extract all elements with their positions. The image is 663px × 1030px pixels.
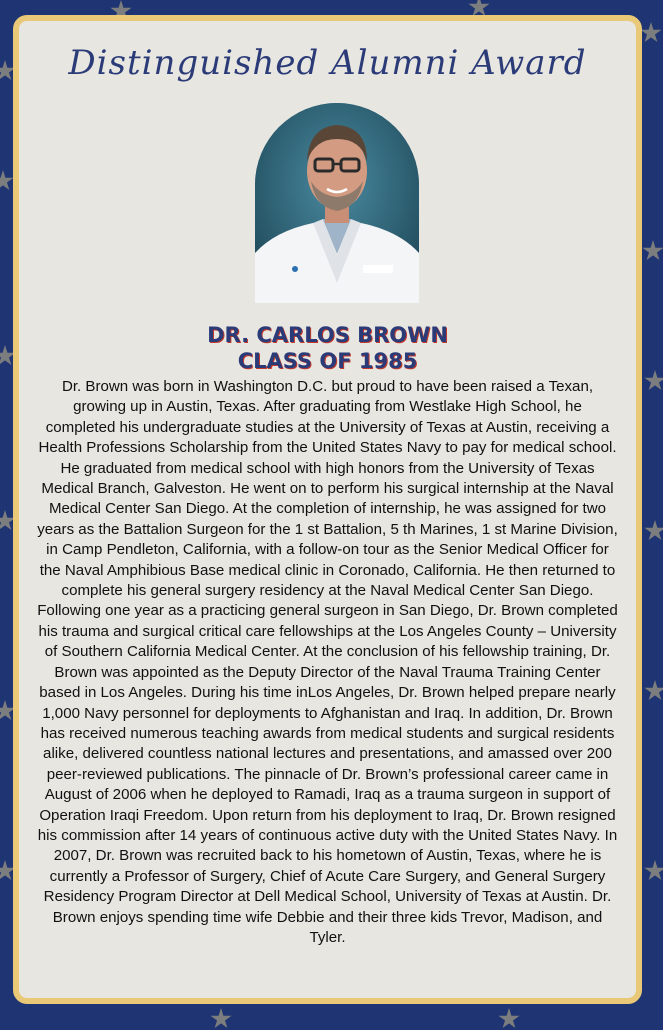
star-decoration: [498, 1008, 520, 1030]
star-decoration: [642, 240, 663, 262]
star-decoration: [210, 1008, 232, 1030]
award-card: [13, 15, 642, 1004]
star-decoration: [644, 860, 663, 882]
star-decoration: [0, 170, 14, 192]
award-title: Distinguished Alumni Award: [68, 43, 587, 83]
honoree-name: DR. CARLOS BROWN: [207, 323, 448, 347]
star-decoration: [644, 520, 663, 542]
honoree-class-year: CLASS OF 1985: [237, 349, 418, 373]
honoree-portrait: [255, 103, 419, 303]
honoree-biography: Dr. Brown was born in Washington D.C. but proud to have been raised a Texan, growing up in Austin, Texas. After graduating from Westlake High School, he completed his undergraduate studies at the University of Texas at Austin, receiving a Health Professions Scholarship from the United States Navy to pay for medical school. He graduated from medical school with high honors from the University of Texas Medical Branch, Galveston. He went on to perform his surgical internship at the Naval Medical Center San Diego. At the completion of internship, he was assigned for two years as the Battalion Surgeon for the 1 st Battalion, 5 th Marines, 1 st Marine Division, in Camp Pendleton, California, with a follow-on tour as the Senior Medical Officer for the Naval Amphibious Base medical clinic in Coronado, California. He then returned to complete his general surgery residency at the Naval Medical Center San Diego. Following one year as a practicing general surgeon in San Diego, Dr. Brown completed his trauma and surgical critical care fellowships at the Los Angeles County – University of Southern California Medical Center. At the conclusion of his fellowship training, Dr. Brown was appointed as the Deputy Director of the Naval Trauma Training Center based in Los Angeles. During his time inLos Angeles, Dr. Brown helped prepare nearly 1,000 Navy personnel for deployments to Afghanistan and Iraq. In addition, Dr. Brown has received numerous teaching awards from medical students and surgical residents alike, delivered countless national lectures and presentations, and amassed over 200 peer-reviewed publications. The pinnacle of Dr. Brown’s professional career came in August of 2006 when he deployed to Ramadi, Iraq as a trauma surgeon in support of Operation Iraqi Freedom. Upon return from his deployment to Iraq, Dr. Brown resigned his commission after 14 years of continuous active duty with the United States Navy. In 2007, Dr. Brown was recruited back to his hometown of Austin, Texas, where he is currently a Professor of Surgery, Chief of Acute Care Surgery, and General Surgery Residency Program Director at Dell Medical School, University of Texas at Austin. Dr. Brown enjoys spending time wife Debbie and their three kids Trevor, Madison, and Tyler.: [37, 378, 618, 946]
portrait-illustration: [255, 103, 419, 303]
star-decoration: [644, 370, 663, 392]
star-decoration: [640, 22, 662, 44]
star-decoration: [644, 680, 663, 702]
